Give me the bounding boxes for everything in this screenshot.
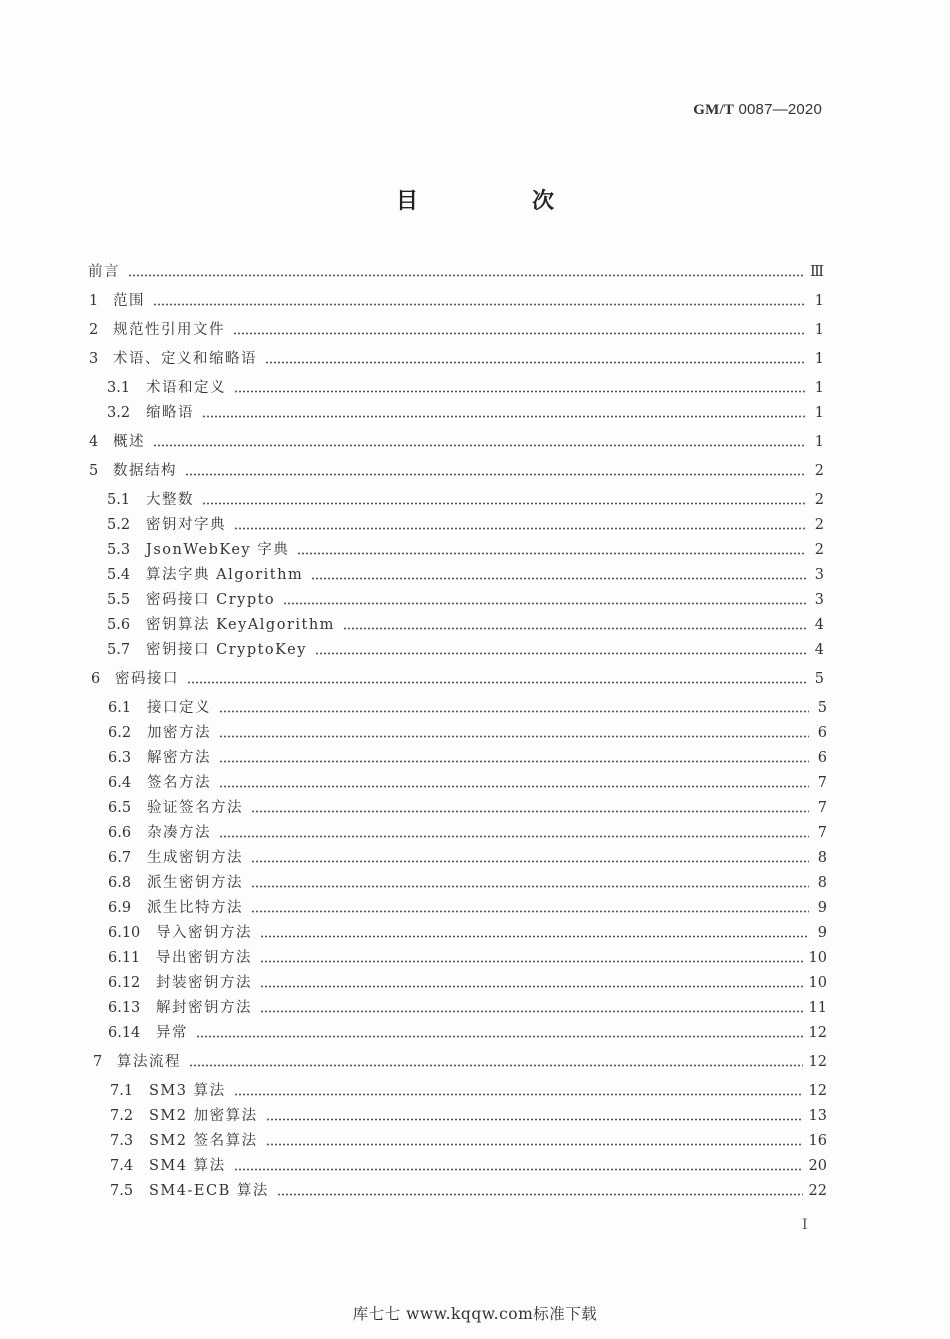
toc-entry-number: 6.5 (108, 800, 132, 816)
toc-entry-number: 6.13 (108, 1000, 141, 1016)
toc-entry-number: 5 (89, 463, 99, 479)
toc-entry-number: 7.5 (110, 1183, 134, 1199)
toc-entry-page: 7 (817, 775, 827, 791)
toc-entry-page: 6 (817, 750, 827, 766)
toc-entry-label: 签名方法 (147, 775, 211, 791)
toc-entry-number: 2 (89, 322, 99, 338)
toc-entry[interactable] (108, 798, 827, 818)
toc-entry-page: 3 (814, 592, 824, 608)
toc-dot-leader (260, 960, 803, 963)
toc-entry[interactable] (108, 898, 827, 918)
toc-entry-page: 9 (817, 925, 827, 941)
toc-entry-page: 8 (817, 875, 827, 891)
watermark-text: 库七七 www.kqqw.com标准下载 (352, 1305, 598, 1323)
toc-dot-leader (153, 444, 806, 447)
toc-entry[interactable] (108, 748, 827, 768)
toc-entry[interactable] (107, 403, 824, 423)
toc-entry[interactable] (93, 1052, 827, 1072)
toc-entry-label: 杂凑方法 (147, 825, 211, 841)
toc-entry-label: SM4 算法 (149, 1158, 226, 1174)
toc-entry-page: 1 (814, 351, 824, 367)
toc-entry[interactable] (110, 1131, 827, 1151)
toc-dot-leader (234, 390, 806, 393)
toc-dot-leader (260, 935, 809, 938)
toc-entry-number: 7 (93, 1054, 103, 1070)
toc-entry[interactable] (89, 320, 824, 340)
toc-entry-label: 密码接口 Crypto (146, 592, 276, 608)
toc-entry-number: 6.8 (108, 875, 132, 891)
toc-entry-number: 6 (91, 671, 101, 687)
toc-entry[interactable] (89, 432, 824, 452)
toc-entry[interactable] (108, 873, 827, 893)
toc-entry-label: SM2 签名算法 (149, 1133, 258, 1149)
toc-entry-number: 6.9 (108, 900, 132, 916)
toc-entry-page: 11 (808, 1000, 827, 1016)
toc-entry[interactable] (89, 461, 824, 481)
toc-entry-label: 密钥算法 KeyAlgorithm (146, 617, 335, 633)
toc-entry-number: 3 (89, 351, 99, 367)
toc-entry-number: 5.5 (107, 592, 131, 608)
toc-entry-label: 异常 (156, 1025, 188, 1041)
toc-entry-label: 导出密钥方法 (156, 950, 252, 966)
toc-entry-label: 接口定义 (147, 700, 211, 716)
toc-entry[interactable] (107, 540, 824, 560)
toc-entry-number: 7.1 (110, 1083, 134, 1099)
toc-entry-page: 10 (808, 950, 827, 966)
toc-dot-leader (260, 985, 803, 988)
toc-dot-leader (297, 552, 806, 555)
page-number: I (802, 1217, 808, 1233)
toc-entry-page: 1 (814, 405, 824, 421)
toc-entry-label: 验证签名方法 (147, 800, 243, 816)
toc-entry[interactable] (110, 1156, 827, 1176)
toc-entry-page: 5 (817, 700, 827, 716)
toc-entry-label: 密钥接口 CryptoKey (146, 642, 307, 658)
toc-entry[interactable] (110, 1081, 827, 1101)
toc-entry-page: 22 (808, 1183, 827, 1199)
toc-entry-number: 6.14 (108, 1025, 141, 1041)
toc-entry[interactable] (107, 590, 824, 610)
toc-title: 目 次 (395, 188, 600, 214)
toc-entry[interactable] (108, 848, 827, 868)
toc-entry[interactable] (108, 923, 827, 943)
toc-entry-number: 6.2 (108, 725, 132, 741)
toc-entry-label: 范围 (113, 293, 145, 309)
toc-entry-number: 6.1 (108, 700, 132, 716)
toc-entry-number: 6.6 (108, 825, 132, 841)
toc-entry-page: 12 (808, 1025, 827, 1041)
toc-dot-leader (234, 1093, 803, 1096)
toc-entry-label: SM3 算法 (149, 1083, 226, 1099)
toc-entry-page: 1 (814, 293, 824, 309)
toc-entry[interactable] (107, 565, 824, 585)
toc-entry-page: 8 (817, 850, 827, 866)
toc-entry-label: 加密方法 (147, 725, 211, 741)
toc-entry-number: 1 (89, 293, 99, 309)
toc-entry-page: 13 (808, 1108, 827, 1124)
toc-dot-leader (219, 760, 809, 763)
toc-dot-leader (266, 1143, 803, 1146)
toc-entry[interactable] (108, 998, 827, 1018)
toc-dot-leader (251, 910, 809, 913)
toc-entry-label: 解密方法 (147, 750, 211, 766)
toc-dot-leader (266, 1118, 803, 1121)
toc-entry[interactable] (89, 291, 824, 311)
toc-entry-page: 12 (808, 1083, 827, 1099)
toc-entry-number: 6.10 (108, 925, 141, 941)
toc-entry-page: 9 (817, 900, 827, 916)
toc-entry-label: 算法流程 (117, 1054, 181, 1070)
toc-entry-page: 16 (808, 1133, 827, 1149)
toc-entry-number: 7.4 (110, 1158, 134, 1174)
toc-entry[interactable] (108, 773, 827, 793)
toc-entry-page: 2 (814, 492, 824, 508)
toc-entry-number: 3.1 (107, 380, 131, 396)
toc-entry-page: Ⅲ (810, 264, 824, 280)
toc-dot-leader (251, 860, 809, 863)
toc-entry-number: 5.7 (107, 642, 131, 658)
toc-entry[interactable] (110, 1106, 827, 1126)
standard-code (693, 101, 822, 119)
standard-prefix: GM/T (693, 102, 735, 118)
toc-entry-number: 7.2 (110, 1108, 134, 1124)
toc-dot-leader (185, 473, 806, 476)
toc-entry-label: 生成密钥方法 (147, 850, 243, 866)
toc-entry-label: 规范性引用文件 (113, 322, 225, 338)
standard-number: 0087—2020 (738, 101, 822, 118)
toc-entry-page: 6 (817, 725, 827, 741)
toc-dot-leader (343, 627, 806, 630)
toc-entry-page: 5 (814, 671, 824, 687)
toc-entry[interactable] (110, 1181, 827, 1201)
toc-dot-leader (202, 415, 806, 418)
toc-entry-label: 术语、定义和缩略语 (113, 351, 257, 367)
toc-entry-number: 6.4 (108, 775, 132, 791)
toc-entry-label: 封装密钥方法 (156, 975, 252, 991)
toc-entry-label: 解封密钥方法 (156, 1000, 252, 1016)
toc-entry-page: 7 (817, 800, 827, 816)
toc-entry-number: 5.1 (107, 492, 131, 508)
toc-entry-page: 3 (814, 567, 824, 583)
toc-entry-label: 派生密钥方法 (147, 875, 243, 891)
toc-dot-leader (196, 1035, 803, 1038)
toc-dot-leader (219, 710, 809, 713)
toc-entry-label: 大整数 (146, 492, 194, 508)
toc-dot-leader (315, 652, 806, 655)
toc-entry-page: 12 (808, 1054, 827, 1070)
toc-dot-leader (260, 1010, 803, 1013)
toc-entry-number: 6.12 (108, 975, 141, 991)
toc-entry[interactable] (108, 973, 827, 993)
toc-entry[interactable] (89, 349, 824, 369)
toc-dot-leader (234, 527, 806, 530)
toc-entry[interactable] (108, 823, 827, 843)
toc-entry-page: 1 (814, 322, 824, 338)
toc-dot-leader (234, 1168, 803, 1171)
toc-entry[interactable] (108, 1023, 827, 1043)
toc-entry-label: SM2 加密算法 (149, 1108, 258, 1124)
toc-entry-number: 6.3 (108, 750, 132, 766)
toc-entry-number: 5.3 (107, 542, 131, 558)
toc-entry-label: 数据结构 (113, 463, 177, 479)
toc-entry[interactable] (108, 948, 827, 968)
toc-entry-label: 术语和定义 (146, 380, 226, 396)
toc-entry-number: 5.4 (107, 567, 131, 583)
toc-entry[interactable] (107, 515, 824, 535)
toc-entry-label: 密钥对字典 (146, 517, 226, 533)
toc-entry-label: 缩略语 (146, 405, 194, 421)
toc-entry-label: 概述 (113, 434, 145, 450)
toc-entry-number: 6.11 (108, 950, 141, 966)
toc-dot-leader (283, 602, 806, 605)
toc-dot-leader (219, 785, 809, 788)
toc-entry-page: 4 (814, 642, 824, 658)
toc-entry-label: 前言 (88, 264, 120, 280)
toc-entry[interactable] (107, 640, 824, 660)
toc-entry-page: 2 (814, 517, 824, 533)
toc-entry-label: 派生比特方法 (147, 900, 243, 916)
toc-entry[interactable] (107, 378, 824, 398)
toc-entry-label: JsonWebKey 字典 (146, 542, 290, 558)
toc-entry-page: 7 (817, 825, 827, 841)
toc-dot-leader (277, 1193, 803, 1196)
toc-entry[interactable] (91, 669, 824, 689)
toc-entry-number: 4 (89, 434, 99, 450)
toc-entry-label: 密码接口 (115, 671, 179, 687)
toc-entry-page: 10 (808, 975, 827, 991)
toc-dot-leader (153, 303, 806, 306)
toc-entry-page: 2 (814, 463, 824, 479)
toc-entry[interactable] (107, 615, 824, 635)
toc-dot-leader (187, 681, 806, 684)
toc-entry-page: 1 (814, 380, 824, 396)
toc-dot-leader (219, 735, 809, 738)
toc-entry-page: 2 (814, 542, 824, 558)
toc-dot-leader (265, 361, 806, 364)
toc-dot-leader (251, 810, 809, 813)
toc-entry[interactable] (107, 490, 824, 510)
toc-entry-number: 5.6 (107, 617, 131, 633)
toc-entry[interactable] (108, 723, 827, 743)
toc-dot-leader (219, 835, 809, 838)
toc-entry-page: 4 (814, 617, 824, 633)
toc-dot-leader (189, 1064, 803, 1067)
toc-dot-leader (251, 885, 809, 888)
toc-dot-leader (233, 332, 806, 335)
toc-entry-label: 导入密钥方法 (156, 925, 252, 941)
toc-entry[interactable] (88, 262, 824, 282)
toc-entry-number: 7.3 (110, 1133, 134, 1149)
toc-entry-number: 5.2 (107, 517, 131, 533)
toc-dot-leader (202, 502, 806, 505)
toc-entry[interactable] (108, 698, 827, 718)
toc-entry-label: 算法字典 Algorithm (146, 567, 304, 583)
toc-entry-page: 20 (808, 1158, 827, 1174)
toc-dot-leader (128, 274, 804, 277)
toc-entry-page: 1 (814, 434, 824, 450)
toc-dot-leader (311, 577, 806, 580)
toc-entry-number: 3.2 (107, 405, 131, 421)
toc-entry-number: 6.7 (108, 850, 132, 866)
toc-entry-label: SM4-ECB 算法 (149, 1183, 269, 1199)
